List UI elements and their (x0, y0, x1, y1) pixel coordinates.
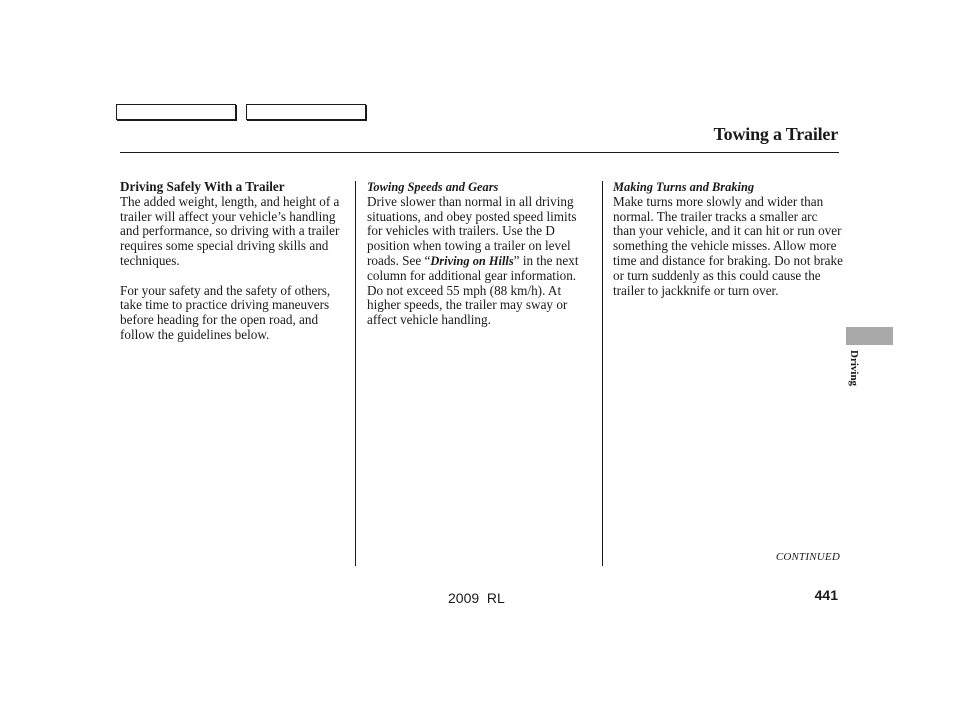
paragraph-turns-braking: Make turns more slowly and wider than normal. The trailer tracks a smaller arc than your vehicle, and it can hit or run over something the vehicle misses. Allow more time and distance for braking. Do not brake or turn suddenly as this could cause the trailer to jackknife or turn over. (613, 193, 843, 298)
column-turns-braking (613, 180, 843, 298)
title-rule (120, 152, 839, 153)
paragraph-towing-speeds-end: ” in the next column for additional gear information. Do not exceed 55 mph (88 km/h). At higher speeds, the trailer may sway or affect vehicle handling. (367, 252, 579, 328)
section-tab-driving[interactable] (846, 327, 893, 345)
section-heading-driving-safely: Driving Safely With a Trailer (120, 179, 285, 194)
subheading-towing-speeds: Towing Speeds and Gears (367, 180, 499, 194)
column-driving-safely (120, 180, 346, 343)
page-title: Towing a Trailer (713, 124, 838, 144)
paragraph-driving-safely-1: The added weight, length, and height of a trailer will affect your vehicle’s handling and performance, so driving with a trailer requires some special driving skills and techniques. (120, 193, 340, 268)
paragraph-towing-speeds-start: Drive slower than normal in all driving situations, and obey posted speed limits for vehicles with trailers. Use the D position when towing a trailer on level roads. See “ (367, 193, 577, 268)
column-divider (602, 181, 603, 566)
nav-tab-previous[interactable] (116, 104, 236, 120)
cross-reference-driving-on-hills[interactable]: Driving on Hills (430, 253, 514, 268)
continued-label: CONTINUED (775, 551, 840, 563)
paragraph-driving-safely-2: For your safety and the safety of others, take time to practice driving maneuvers before heading for the open road, and follow the guidelines below. (120, 282, 331, 342)
subheading-turns-braking: Making Turns and Braking (613, 180, 755, 194)
column-towing-speeds (367, 180, 595, 328)
column-divider (355, 181, 356, 566)
nav-tab-next[interactable] (246, 104, 366, 120)
section-label-driving: Driving (848, 350, 860, 387)
footer-model-year: 2009 RL (448, 590, 505, 606)
page-number: 441 (814, 587, 838, 603)
